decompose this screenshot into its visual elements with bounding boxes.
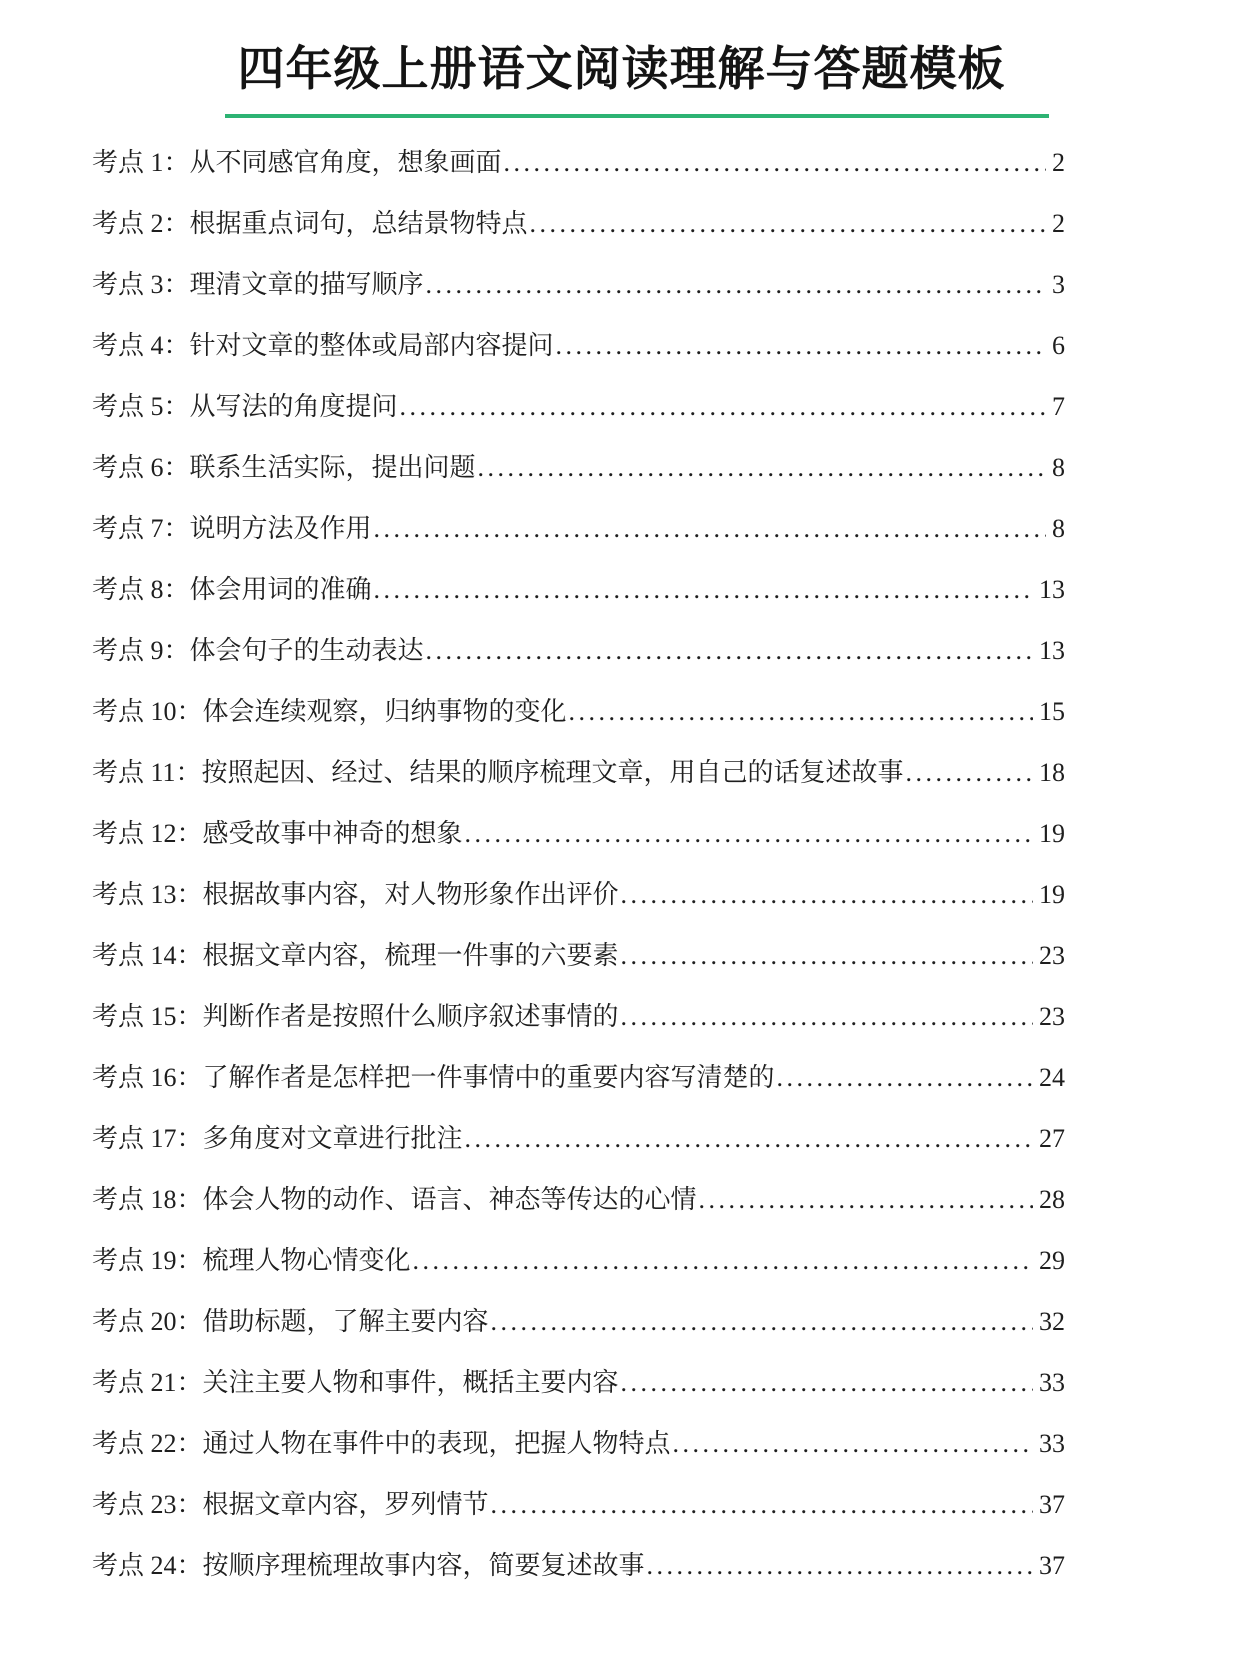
toc-entry-label: 考点 4：针对文章的整体或局部内容提问 [92, 331, 554, 360]
toc-entry-page: 28 [1039, 1185, 1065, 1214]
toc-dot-leader [777, 1061, 1033, 1095]
toc-entry-label: 考点 10：体会连续观察，归纳事物的变化 [92, 697, 567, 726]
toc-dot-leader [478, 451, 1046, 485]
toc-dot-leader [400, 390, 1046, 424]
toc-entry-page: 24 [1039, 1063, 1065, 1092]
toc-dot-leader [491, 1305, 1033, 1339]
toc-dot-leader [621, 878, 1033, 912]
toc-entry-label: 考点 9：体会句子的生动表达 [92, 636, 424, 665]
toc-dot-leader [374, 573, 1033, 607]
toc-entry-page: 8 [1052, 453, 1065, 482]
page-title: 四年级上册语文阅读理解与答题模板 [237, 44, 1006, 96]
toc-entry-page: 2 [1052, 209, 1065, 238]
toc-entry [92, 939, 1065, 973]
toc-entry-page: 33 [1039, 1368, 1065, 1397]
toc-entry-page: 2 [1052, 148, 1065, 177]
toc-dot-leader [906, 756, 1033, 790]
toc-entry-label: 考点 12：感受故事中神奇的想象 [92, 819, 463, 848]
toc-dot-leader [673, 1427, 1033, 1461]
toc-entry-label: 考点 14：根据文章内容，梳理一件事的六要素 [92, 941, 619, 970]
toc-entry [92, 1061, 1065, 1095]
toc-dot-leader [374, 512, 1046, 546]
toc-entry [92, 573, 1065, 607]
toc-entry-label: 考点 18：体会人物的动作、语言、神态等传达的心情 [92, 1185, 697, 1214]
toc-entry-page: 33 [1039, 1429, 1065, 1458]
toc-entry [92, 390, 1065, 424]
toc-entry-label: 考点 24：按顺序理梳理故事内容，简要复述故事 [92, 1551, 645, 1580]
toc-entry-page: 13 [1039, 636, 1065, 665]
toc-entry-page: 19 [1039, 819, 1065, 848]
toc-entry [92, 1366, 1065, 1400]
toc-entry-label: 考点 8：体会用词的准确 [92, 575, 372, 604]
toc-entry-label: 考点 22：通过人物在事件中的表现，把握人物特点 [92, 1429, 671, 1458]
toc-entry [92, 1549, 1065, 1583]
toc-entry-label: 考点 7：说明方法及作用 [92, 514, 372, 543]
toc-entry-page: 23 [1039, 1002, 1065, 1031]
toc-entry-label: 考点 20：借助标题，了解主要内容 [92, 1307, 489, 1336]
toc-entry-page: 3 [1052, 270, 1065, 299]
toc-entry-page: 6 [1052, 331, 1065, 360]
toc-dot-leader [621, 1366, 1033, 1400]
toc-entry [92, 1488, 1065, 1522]
toc-entry [92, 878, 1065, 912]
toc-dot-leader [426, 634, 1033, 668]
toc-entry [92, 695, 1065, 729]
toc-entry-label: 考点 3：理清文章的描写顺序 [92, 270, 424, 299]
toc-entry-page: 27 [1039, 1124, 1065, 1153]
toc-entry-label: 考点 21：关注主要人物和事件，概括主要内容 [92, 1368, 619, 1397]
toc-entry-label: 考点 1：从不同感官角度，想象画面 [92, 148, 502, 177]
toc-entry [92, 1244, 1065, 1278]
toc-entry [92, 451, 1065, 485]
toc-dot-leader [465, 817, 1033, 851]
title-underline [225, 114, 1049, 118]
toc-entry-page: 7 [1052, 392, 1065, 421]
toc-entry-label: 考点 15：判断作者是按照什么顺序叙述事情的 [92, 1002, 619, 1031]
toc-entry [92, 1122, 1065, 1156]
toc-entry [92, 512, 1065, 546]
toc-entry-page: 23 [1039, 941, 1065, 970]
toc-entry-page: 8 [1052, 514, 1065, 543]
toc-entry [92, 329, 1065, 363]
toc-entry-page: 29 [1039, 1246, 1065, 1275]
toc-dot-leader [569, 695, 1033, 729]
toc-dot-leader [621, 1000, 1033, 1034]
toc-entry-label: 考点 19：梳理人物心情变化 [92, 1246, 411, 1275]
toc-entry-label: 考点 11：按照起因、经过、结果的顺序梳理文章，用自己的话复述故事 [92, 758, 904, 787]
toc-entry-page: 37 [1039, 1551, 1065, 1580]
toc-entry-page: 19 [1039, 880, 1065, 909]
toc-entry [92, 268, 1065, 302]
toc-dot-leader [413, 1244, 1033, 1278]
toc-entry [92, 1305, 1065, 1339]
toc-entry-page: 18 [1039, 758, 1065, 787]
toc-entry [92, 1427, 1065, 1461]
toc-entry-label: 考点 13：根据故事内容，对人物形象作出评价 [92, 880, 619, 909]
toc-entry [92, 1183, 1065, 1217]
toc-dot-leader [504, 146, 1046, 180]
toc-entry [92, 1000, 1065, 1034]
toc-dot-leader [556, 329, 1046, 363]
toc-entry [92, 146, 1065, 180]
toc-entry-label: 考点 23：根据文章内容，罗列情节 [92, 1490, 489, 1519]
toc-entry-page: 32 [1039, 1307, 1065, 1336]
toc-entry-label: 考点 17：多角度对文章进行批注 [92, 1124, 463, 1153]
toc-entry-label: 考点 2：根据重点词句，总结景物特点 [92, 209, 528, 238]
toc-entry-page: 37 [1039, 1490, 1065, 1519]
toc-entry-label: 考点 5：从写法的角度提问 [92, 392, 398, 421]
toc-dot-leader [699, 1183, 1033, 1217]
toc-dot-leader [465, 1122, 1033, 1156]
toc-dot-leader [530, 207, 1046, 241]
toc-entry [92, 207, 1065, 241]
toc-entry [92, 817, 1065, 851]
toc-entry-page: 13 [1039, 575, 1065, 604]
toc-dot-leader [647, 1549, 1033, 1583]
toc-entry [92, 634, 1065, 668]
toc-entry [92, 756, 1065, 790]
toc-entry-label: 考点 16：了解作者是怎样把一件事情中的重要内容写清楚的 [92, 1063, 775, 1092]
toc-dot-leader [621, 939, 1033, 973]
toc-dot-leader [426, 268, 1046, 302]
toc-list [92, 146, 1065, 1583]
toc-entry-page: 15 [1039, 697, 1065, 726]
toc-entry-label: 考点 6：联系生活实际，提出问题 [92, 453, 476, 482]
toc-dot-leader [491, 1488, 1033, 1522]
